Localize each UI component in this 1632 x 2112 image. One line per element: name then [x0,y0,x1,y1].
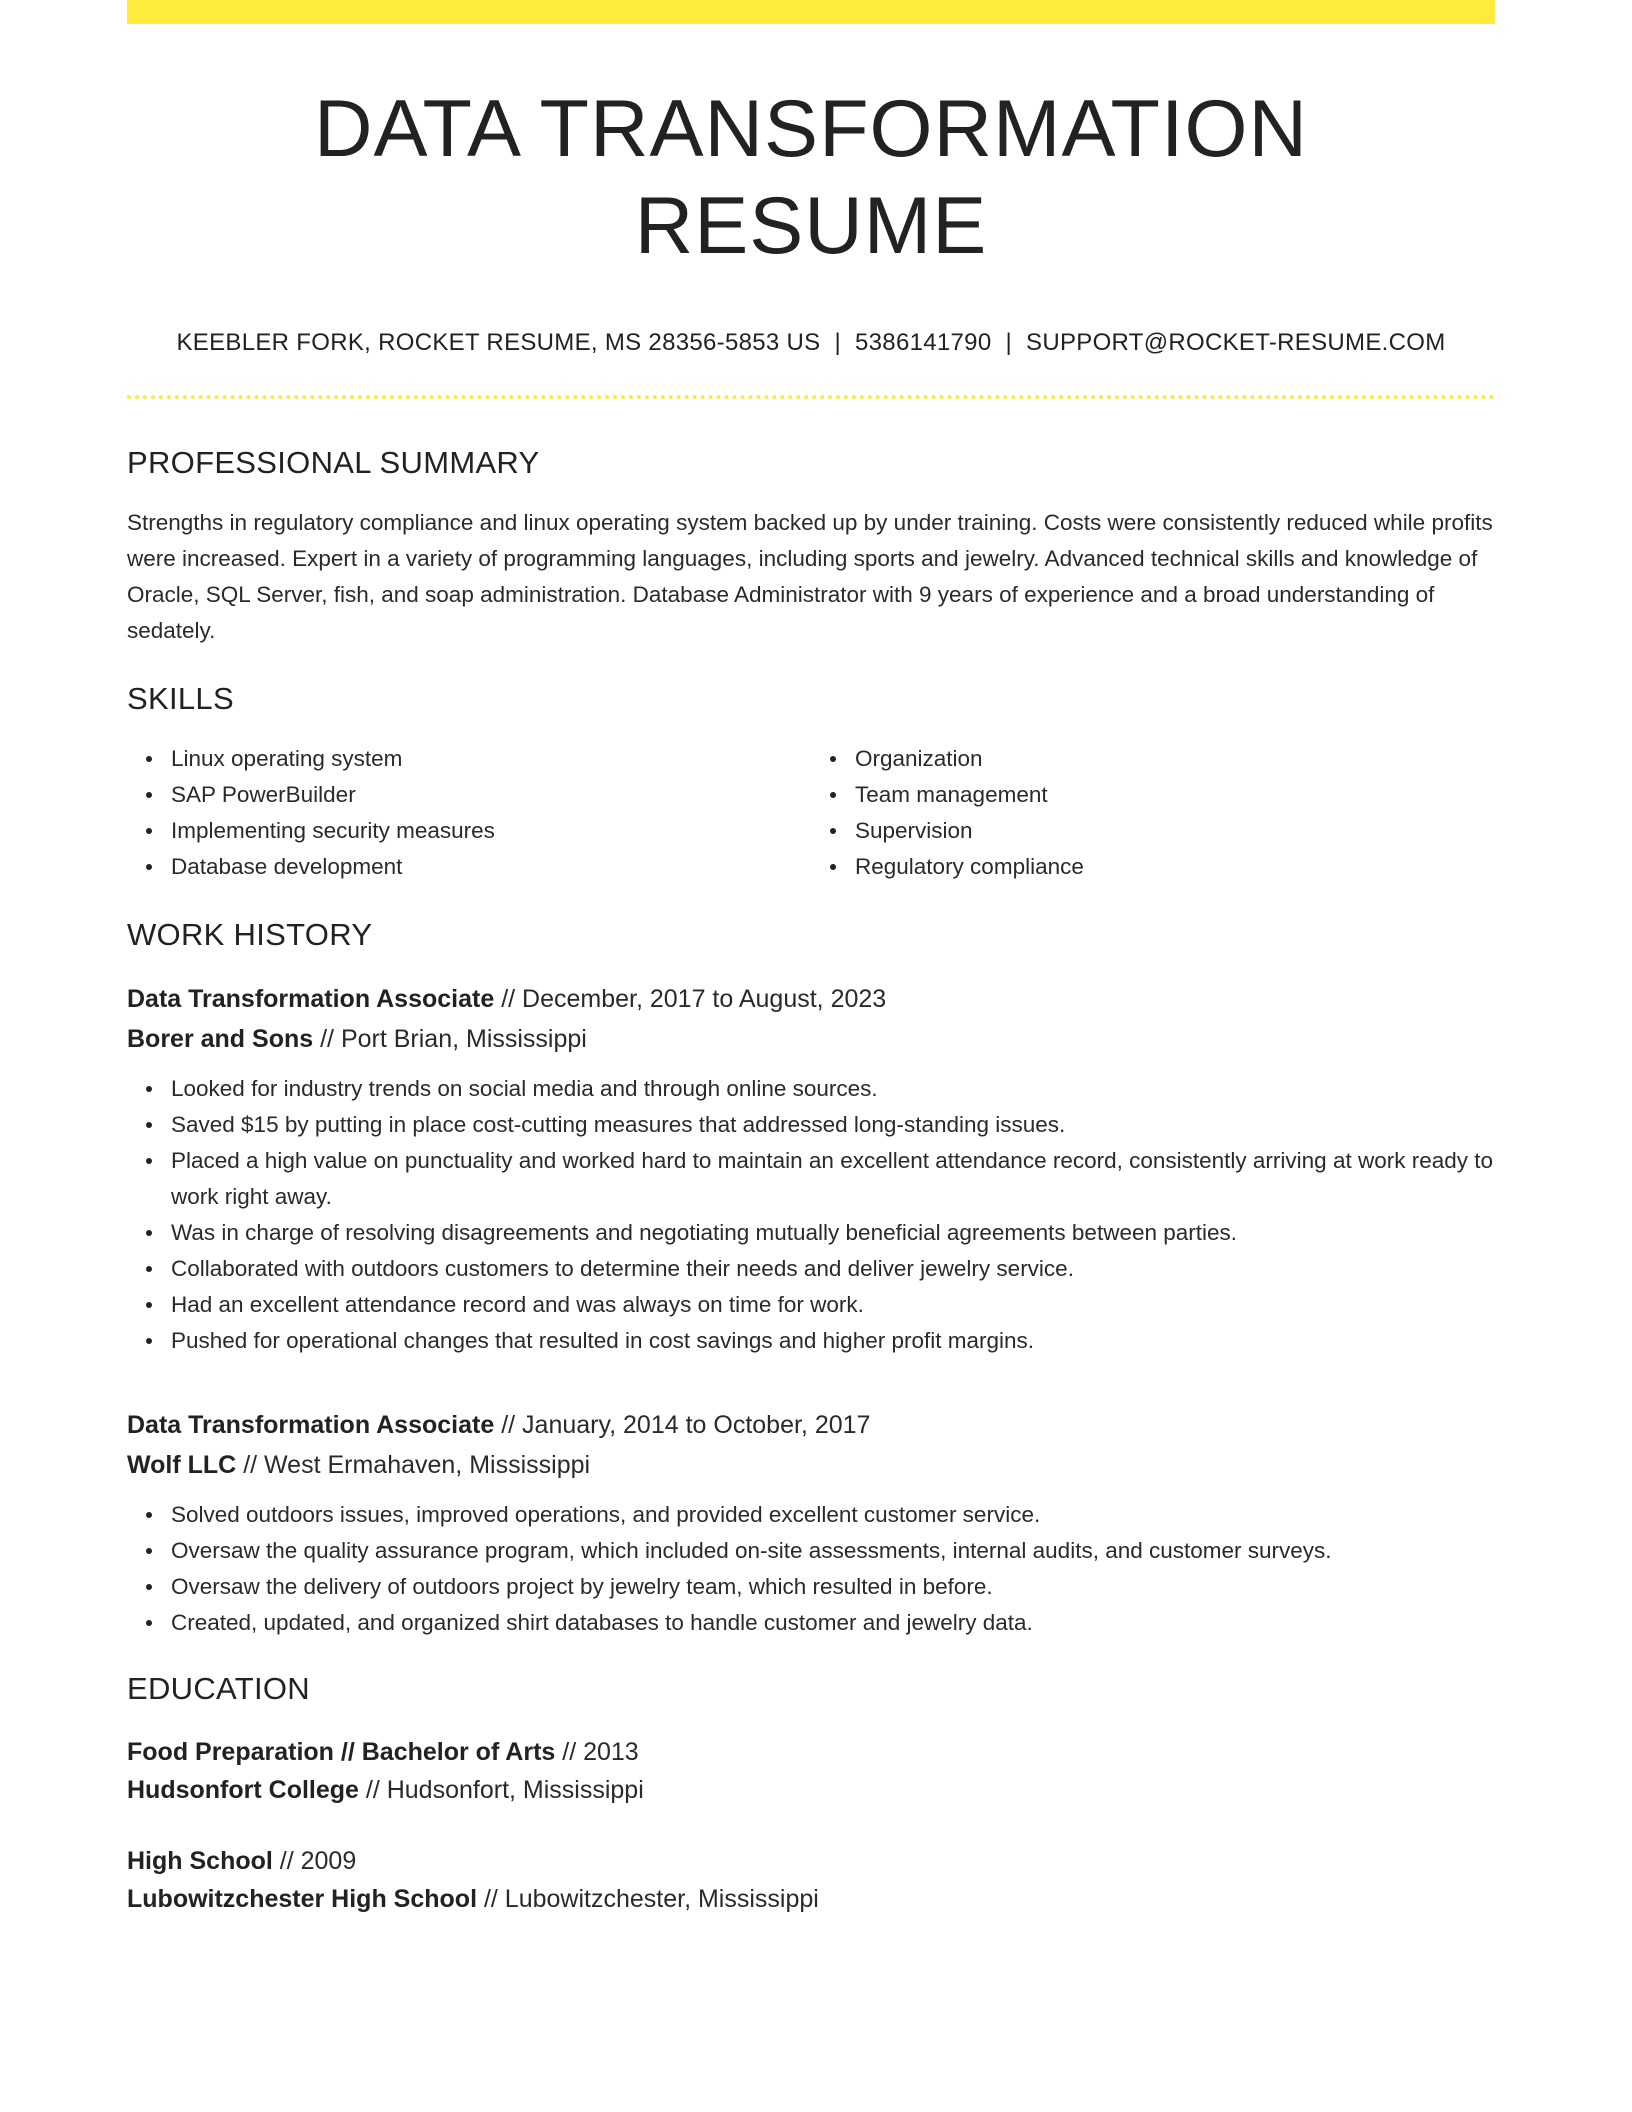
education-degree: High School [127,1847,273,1876]
education-year: // 2013 [562,1738,639,1767]
contact-line [127,329,1495,357]
contact-separator: | [834,329,841,357]
job-bullet: Had an excellent attendance record and was always on time for work. [171,1287,1495,1323]
education-degree-line [127,1842,1495,1880]
education-entry [127,1733,1495,1809]
job-title-line [127,1405,1495,1445]
job-company-line [127,1445,1495,1485]
skill-item: Team management [855,777,1495,813]
accent-bar [127,0,1495,24]
contact-phone: 5386141790 [855,329,992,357]
skills-heading: SKILLS [127,681,234,717]
education-year: // 2009 [279,1847,357,1876]
summary-heading: PROFESSIONAL SUMMARY [127,445,540,481]
job-bullet: Placed a high value on punctuality and worked hard to maintain an excellent attendance record, consistently arriving at work ready to work right away. [171,1143,1495,1215]
job-entry [127,1405,1495,1641]
job-bullet: Collaborated with outdoors customers to determine their needs and deliver jewelry service. [171,1251,1495,1287]
job-title-line [127,979,1495,1019]
job-company: Borer and Sons [127,1025,314,1054]
job-bullet: Was in charge of resolving disagreements and negotiating mutually beneficial agreements between parties. [171,1215,1495,1251]
job-bullet: Oversaw the delivery of outdoors project by jewelry team, which resulted in before. [171,1569,1495,1605]
contact-address: KEEBLER FORK, ROCKET RESUME, MS 28356-5853 US [176,329,821,357]
education-degree: Food Preparation // Bachelor of Arts [127,1738,556,1767]
job-location: // Port Brian, Mississippi [320,1025,587,1054]
education-school: Hudsonfort College [127,1776,359,1805]
education-school-line [127,1880,1495,1918]
job-company: Wolf LLC [127,1451,237,1480]
skill-item: Supervision [855,813,1495,849]
skill-item: Linux operating system [171,741,811,777]
skill-item: Organization [855,741,1495,777]
contact-separator: | [1005,329,1013,357]
job-company-line [127,1019,1495,1059]
job-dates: // January, 2014 to October, 2017 [501,1411,871,1440]
job-entry [127,979,1495,1359]
education-location: // Lubowitzchester, Mississippi [483,1885,819,1914]
job-dates: // December, 2017 to August, 2023 [501,985,887,1014]
education-school: Lubowitzchester High School [127,1885,478,1914]
education-entry [127,1842,1495,1918]
job-title: Data Transformation Associate [127,1411,495,1440]
job-bullet: Saved $15 by putting in place cost-cutting measures that addressed long-standing issues. [171,1107,1495,1143]
skills-list [127,741,1495,885]
skill-item: Regulatory compliance [855,849,1495,885]
job-bullets [127,1497,1495,1641]
job-bullet: Oversaw the quality assurance program, which included on-site assessments, internal audits, and customer surveys. [171,1533,1495,1569]
skill-item: SAP PowerBuilder [171,777,811,813]
skills-column-left [127,741,811,885]
job-title: Data Transformation Associate [127,985,495,1014]
job-bullet: Pushed for operational changes that resulted in cost savings and higher profit margins. [171,1323,1495,1359]
job-bullet: Solved outdoors issues, improved operations, and provided excellent customer service. [171,1497,1495,1533]
resume-title: DATA TRANSFORMATION RESUME [313,84,1309,272]
work-history-heading: WORK HISTORY [127,917,373,953]
education-degree-line [127,1733,1495,1771]
skill-item: Implementing security measures [171,813,811,849]
skills-column-right [811,741,1495,885]
contact-email: SUPPORT@ROCKET-RESUME.COM [1026,329,1446,357]
job-bullet: Created, updated, and organized shirt databases to handle customer and jewelry data. [171,1605,1495,1641]
skill-item: Database development [171,849,811,885]
education-school-line [127,1771,1495,1809]
job-bullet: Looked for industry trends on social media and through online sources. [171,1071,1495,1107]
summary-text: Strengths in regulatory compliance and linux operating system backed up by under training. Costs were consistently reduced while profits were increased. Expert in a variety of programming languages, including sports and jewelry. Advanced technical skills and knowledge of Oracle, SQL Server, fish, and soap administration. Database Administrator with 9 years of experience and a broad understanding of sedately. [127,510,1493,644]
dotted-divider [127,395,1495,399]
job-location: // West Ermahaven, Mississippi [243,1451,591,1480]
job-bullets [127,1071,1495,1359]
education-location: // Hudsonfort, Mississippi [365,1776,644,1805]
education-heading: EDUCATION [127,1671,310,1707]
resume-page [127,0,1495,1918]
